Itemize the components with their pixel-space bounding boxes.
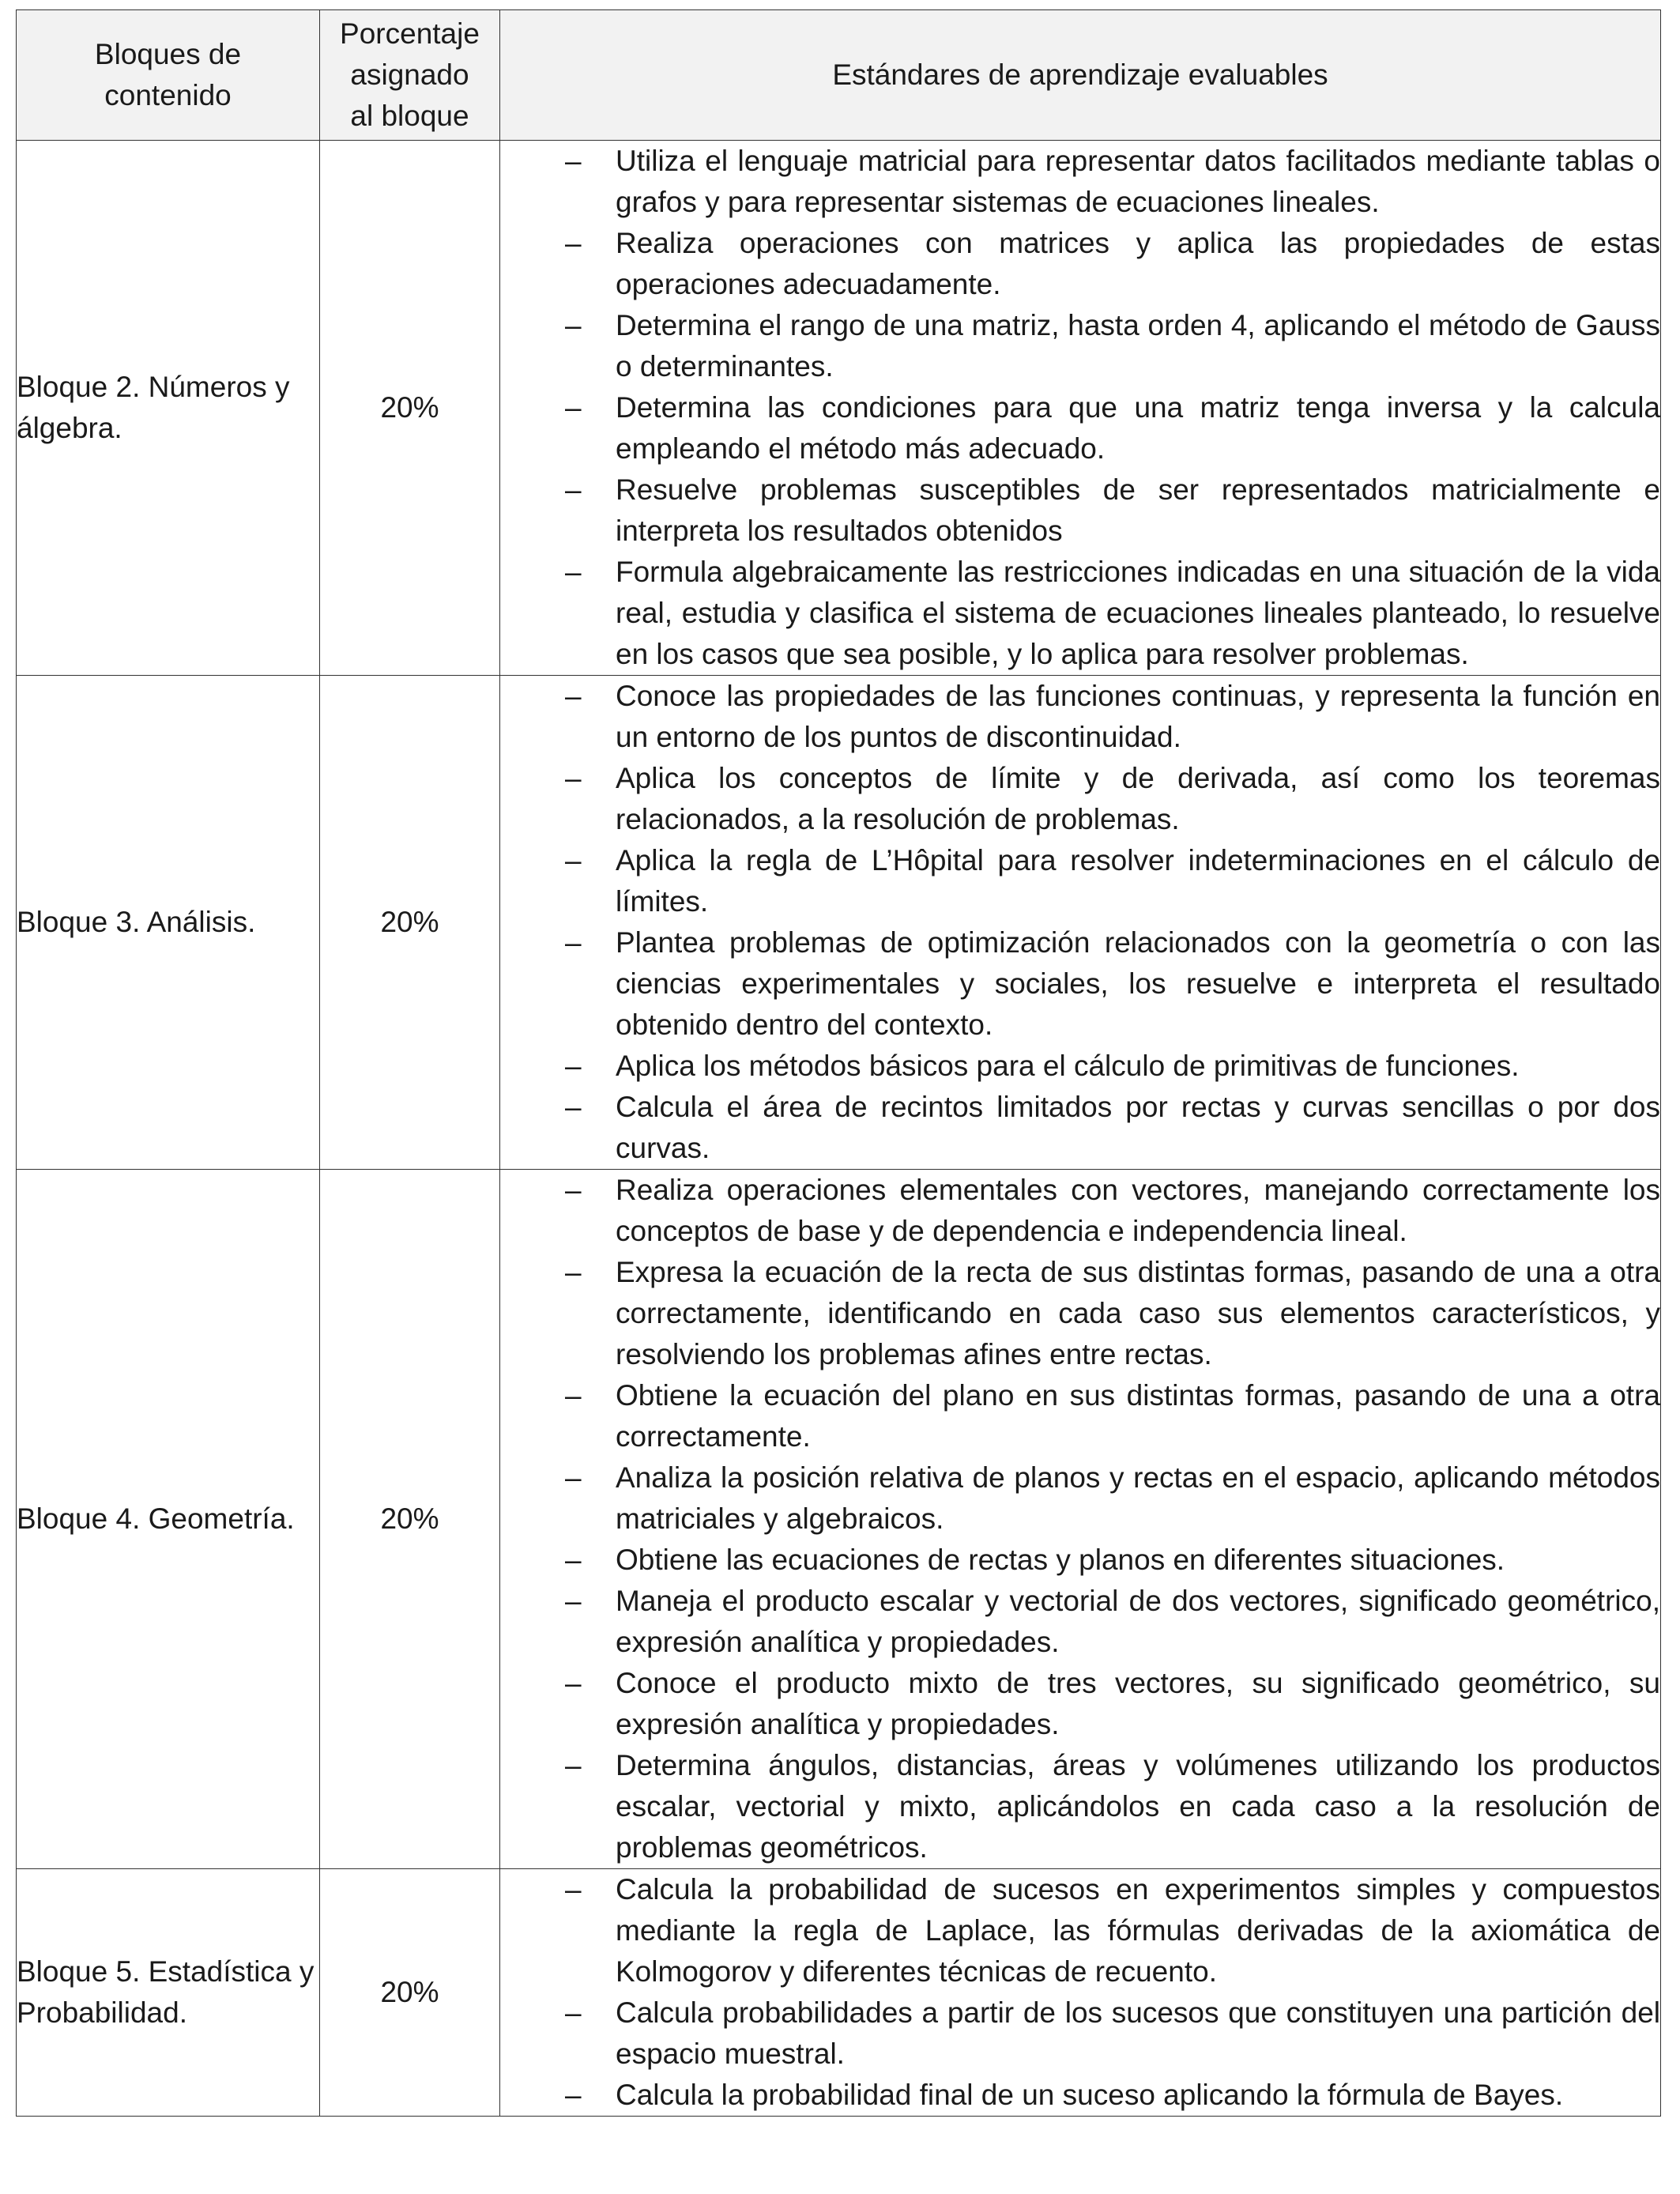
standard-item: – Realiza operaciones con matrices y aplica las propiedades de estas operaciones adecuadamente. — [500, 223, 1660, 305]
standard-item: – Plantea problemas de optimización relacionados con la geometría o con las ciencias experimentales y sociales, los resuelve e interpreta el resultado obtenido dentro del contexto. — [500, 922, 1660, 1046]
dash-bullet: – — [565, 309, 582, 341]
block-percentage: 20% — [320, 141, 500, 676]
standards-cell — [500, 1170, 1661, 1869]
dash-bullet: – — [565, 1256, 582, 1288]
standard-item: – Aplica los métodos básicos para el cálculo de primitivas de funciones. — [500, 1046, 1660, 1087]
row-bloque-4 — [17, 1170, 1661, 1869]
block-name: Bloque 4. Geometría. — [17, 1170, 320, 1869]
standard-item: – Formula algebraicamente las restricciones indicadas en una situación de la vida real, estudia y clasifica el sistema de ecuaciones lineales planteado, lo resuelve en los casos que sea posible, y lo aplica para resolver problemas. — [500, 552, 1660, 675]
standard-item: – Realiza operaciones elementales con vectores, manejando correctamente los conceptos de base y de dependencia e independencia lineal. — [500, 1170, 1660, 1252]
dash-bullet: – — [565, 473, 582, 506]
dash-bullet: – — [565, 680, 582, 712]
standard-item: – Resuelve problemas susceptibles de ser representados matricialmente e interpreta los resultados obtenidos — [500, 469, 1660, 552]
dash-bullet: – — [565, 762, 582, 794]
standards-list — [500, 1869, 1660, 2116]
dash-bullet: – — [565, 1461, 582, 1494]
dash-bullet: – — [565, 2079, 582, 2111]
standard-item: – Conoce las propiedades de las funciones continuas, y representa la función en un entorno de los puntos de discontinuidad. — [500, 676, 1660, 758]
standard-item: – Calcula la probabilidad final de un suceso aplicando la fórmula de Bayes. — [500, 2075, 1660, 2116]
dash-bullet: – — [565, 1174, 582, 1206]
row-bloque-2 — [17, 141, 1661, 676]
table-body — [17, 141, 1661, 2117]
standards-list — [500, 676, 1660, 1169]
header-standards: Estándares de aprendizaje evaluables — [500, 10, 1661, 141]
header-blocks: Bloques de contenido — [17, 10, 320, 141]
header-row — [17, 10, 1661, 141]
standard-item: – Determina ángulos, distancias, áreas y volúmenes utilizando los productos escalar, vectorial y mixto, aplicándolos en cada caso a la resolución de problemas geométricos. — [500, 1745, 1660, 1868]
dash-bullet: – — [565, 1091, 582, 1123]
block-name: Bloque 3. Análisis. — [17, 676, 320, 1170]
dash-bullet: – — [565, 556, 582, 588]
standards-list — [500, 1170, 1660, 1868]
standards-cell — [500, 676, 1661, 1170]
dash-bullet: – — [565, 1050, 582, 1082]
dash-bullet: – — [565, 1996, 582, 2029]
standards-table — [16, 9, 1661, 2117]
block-percentage: 20% — [320, 1869, 500, 2117]
block-name: Bloque 5. Estadística y Probabilidad. — [17, 1869, 320, 2117]
dash-bullet: – — [565, 1379, 582, 1412]
block-percentage: 20% — [320, 1170, 500, 1869]
row-bloque-5 — [17, 1869, 1661, 2117]
dash-bullet: – — [565, 391, 582, 424]
standard-item: – Conoce el producto mixto de tres vectores, su significado geométrico, su expresión analítica y propiedades. — [500, 1663, 1660, 1745]
standard-item: – Utiliza el lenguaje matricial para representar datos facilitados mediante tablas o grafos y para representar sistemas de ecuaciones lineales. — [500, 141, 1660, 223]
standard-item: – Expresa la ecuación de la recta de sus distintas formas, pasando de una a otra correctamente, identificando en cada caso sus elementos característicos, y resolviendo los problemas afines entre rectas. — [500, 1252, 1660, 1375]
dash-bullet: – — [565, 145, 582, 177]
dash-bullet: – — [565, 1749, 582, 1781]
standard-item: – Aplica los conceptos de límite y de derivada, así como los teoremas relacionados, a la resolución de problemas. — [500, 758, 1660, 840]
standard-item: – Obtiene la ecuación del plano en sus distintas formas, pasando de una a otra correctamente. — [500, 1375, 1660, 1457]
standards-cell — [500, 1869, 1661, 2117]
row-bloque-3 — [17, 676, 1661, 1170]
standard-item: – Calcula la probabilidad de sucesos en experimentos simples y compuestos mediante la regla de Laplace, las fórmulas derivadas de la axiomática de Kolmogorov y diferentes técnicas de recuento. — [500, 1869, 1660, 1992]
standard-item: – Aplica la regla de L’Hôpital para resolver indeterminaciones en el cálculo de límites. — [500, 840, 1660, 922]
standards-list — [500, 141, 1660, 675]
dash-bullet: – — [565, 926, 582, 959]
dash-bullet: – — [565, 1544, 582, 1576]
standard-item: – Obtiene las ecuaciones de rectas y planos en diferentes situaciones. — [500, 1540, 1660, 1581]
dash-bullet: – — [565, 1873, 582, 1906]
standard-item: – Calcula el área de recintos limitados por rectas y curvas sencillas o por dos curvas. — [500, 1087, 1660, 1169]
standard-item: – Analiza la posición relativa de planos y rectas en el espacio, aplicando métodos matriciales y algebraicos. — [500, 1457, 1660, 1540]
block-percentage: 20% — [320, 676, 500, 1170]
standard-item: – Maneja el producto escalar y vectorial de dos vectores, significado geométrico, expresión analítica y propiedades. — [500, 1581, 1660, 1663]
standard-item: – Determina el rango de una matriz, hasta orden 4, aplicando el método de Gauss o determinantes. — [500, 305, 1660, 387]
header-percentage: Porcentaje asignado al bloque — [320, 10, 500, 141]
dash-bullet: – — [565, 1667, 582, 1699]
block-name: Bloque 2. Números y álgebra. — [17, 141, 320, 676]
dash-bullet: – — [565, 844, 582, 876]
dash-bullet: – — [565, 227, 582, 259]
standards-cell — [500, 141, 1661, 676]
dash-bullet: – — [565, 1585, 582, 1617]
standard-item: – Determina las condiciones para que una matriz tenga inversa y la calcula empleando el método más adecuado. — [500, 387, 1660, 469]
standard-item: – Calcula probabilidades a partir de los sucesos que constituyen una partición del espacio muestral. — [500, 1992, 1660, 2075]
